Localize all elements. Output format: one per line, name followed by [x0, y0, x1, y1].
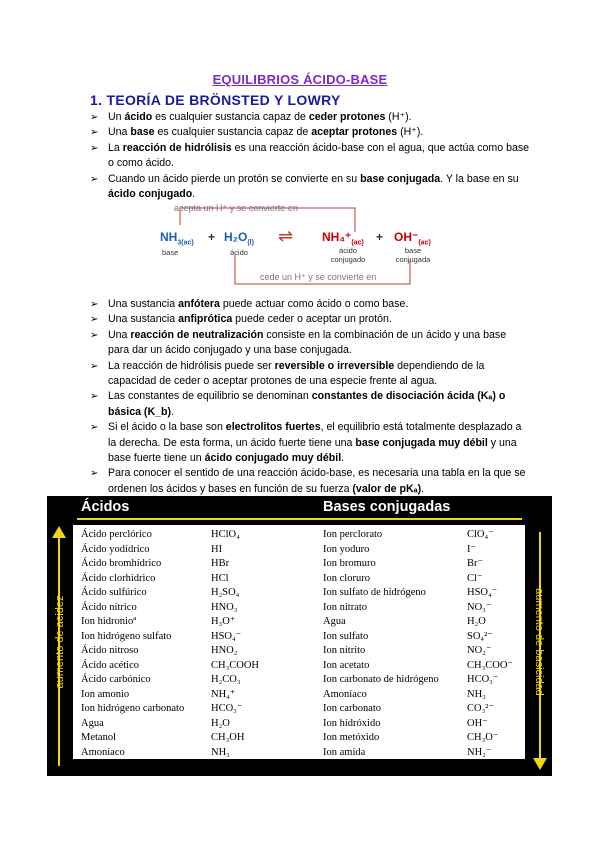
base-name: Ion metóxido — [323, 732, 380, 743]
reaction-diagram — [150, 200, 450, 295]
acid-name: Ácido clorhídrico — [81, 572, 156, 584]
acid-name: Ion amonio — [81, 688, 130, 700]
acid-formula: HNO₃ — [211, 601, 238, 613]
text-segment: puede actuar como ácido o como base. — [219, 298, 409, 310]
bullet-arrow-icon: ➢ — [90, 112, 99, 123]
bullet-arrow-icon: ➢ — [90, 468, 99, 480]
bold-term: reversible o irreversible — [274, 359, 395, 372]
bullet-arrow-icon: ➢ — [90, 127, 99, 139]
base-formula: OH⁻ — [467, 717, 488, 729]
ammonium-formula: $NH_4^+_{(ac)}$ — [322, 230, 364, 247]
bullet-arrow-icon: ➢ — [90, 173, 99, 185]
text-segment: Una — [108, 328, 131, 341]
base-formula: NH₂⁻ — [467, 746, 492, 758]
bold-term: ceder protones — [308, 111, 386, 123]
text-segment: La — [108, 141, 123, 154]
text-segment: Cuando un ácido pierde un protón se convierte en su — [108, 172, 361, 185]
base-name: Agua — [323, 616, 346, 627]
acid-name: Ácido yodídrico — [81, 543, 150, 555]
base-name: Ion carbonato de hidrógeno — [323, 674, 439, 685]
base-formula: SO₄²⁻ — [467, 630, 493, 642]
acid-formula: H₂SO₄ — [211, 587, 240, 598]
base-formula: CH₃O⁻ — [467, 732, 499, 743]
base-formula: HCO₃⁻ — [467, 674, 499, 685]
acid-formula: HCl — [211, 572, 229, 584]
text-segment: . — [341, 452, 345, 465]
list-item — [90, 466, 530, 497]
acid-name: Ion hidrógeno sulfato — [81, 630, 172, 642]
base-name: Ion cloruro — [323, 572, 370, 584]
text-segment: La reacción de hidrólisis puede ser — [108, 359, 275, 372]
bullet-arrow-icon: ➢ — [90, 391, 99, 403]
acids-column-header: Ácidos — [81, 499, 130, 515]
bold-term: base conjugada — [360, 172, 441, 185]
text-segment: (H⁺). — [385, 111, 412, 123]
basicity-axis-label: aumento de basicidad — [533, 588, 545, 696]
bold-term: base conjugada muy débil — [355, 436, 488, 449]
list-item — [90, 172, 530, 203]
base-formula: CH₃COO⁻ — [467, 659, 513, 671]
bold-term: electrolitos fuertes — [225, 421, 321, 434]
bold-term: constantes de disociación ácida (Kₐ) o básica (K_b) — [108, 390, 506, 418]
base-name: Ion sulfato de hidrógeno — [323, 587, 426, 598]
acid-name: Ácido perclórico — [81, 529, 152, 540]
acidity-axis-label: aumento de acidez — [54, 595, 66, 689]
list-item — [90, 328, 530, 359]
base-name: Ion sulfato — [323, 630, 369, 642]
text-segment: . Y la base en su — [440, 172, 519, 185]
list-item — [90, 359, 530, 390]
text-segment: consiste en la combinación de un ácido y una base para dar un ácido conjugado y una base conjugada. — [108, 328, 507, 357]
acid-formula: HClO₄ — [211, 529, 240, 540]
hydroxide-formula: $OH^-_{(ac)}$ — [394, 230, 431, 247]
text-segment: Una sustancia — [108, 313, 179, 326]
base-name: Ion amida — [323, 746, 366, 758]
base-name: Ion carbonato — [323, 703, 382, 714]
bold-term: ácido conjugado muy débil — [204, 452, 342, 465]
acid-name: Ácido carbónico — [81, 674, 151, 685]
bases-column-header: Bases conjugadas — [323, 499, 451, 515]
section-heading: 1. TEORÍA DE BRÖNSTED Y LOWRY — [90, 92, 341, 108]
list-item — [90, 110, 530, 125]
plus-sign-1: + — [208, 230, 216, 244]
acid-formula: HSO₄⁻ — [211, 630, 242, 642]
acid-name: Amoníaco — [81, 746, 125, 758]
acid-name: Ácido nitroso — [81, 645, 139, 656]
base-formula: NO₃⁻ — [467, 601, 492, 613]
basicity-arrow-down-icon — [533, 758, 547, 770]
base-name: Ion bromuro — [323, 558, 376, 569]
bullet-arrow-icon: ➢ — [90, 329, 99, 341]
acid-name: Ácido nítrico — [81, 601, 137, 613]
text-segment: es cualquier sustancia capaz de — [152, 111, 309, 123]
accepts-proton-label: acepta un H⁺ y se convierte en — [174, 203, 298, 213]
document-title: EQUILIBRIOS ÁCIDO-BASE — [212, 72, 388, 87]
base-name: Ion perclorato — [323, 529, 383, 540]
bold-term: ácido conjugado — [108, 188, 193, 201]
bullet-list-intro — [90, 110, 530, 202]
bullet-arrow-icon: ➢ — [90, 314, 99, 326]
text-segment: Un — [108, 111, 125, 123]
acid-name: Ácido bromhídrico — [81, 558, 162, 569]
base-formula: I⁻ — [467, 543, 477, 555]
bold-term: (valor de pKₐ) — [352, 482, 422, 495]
base-name: Ion nitrito — [323, 645, 366, 656]
base-formula: CO₃²⁻ — [467, 703, 494, 714]
acid-formula: NH₃ — [211, 746, 230, 758]
acidity-arrow-up-icon — [52, 526, 66, 538]
acid-name: Ion hidrógeno carbonato — [81, 703, 185, 714]
list-item — [90, 125, 530, 140]
base-name: Ion nitrato — [323, 601, 368, 613]
acid-formula: HNO₂ — [211, 645, 238, 656]
base-formula: Br⁻ — [467, 558, 484, 569]
ammonium-role: ácido conjugado — [330, 246, 366, 264]
bold-term: reacción de hidrólisis — [122, 141, 232, 154]
acid-name: Metanol — [81, 732, 116, 743]
bullet-arrow-icon: ➢ — [90, 142, 99, 154]
list-item — [90, 389, 530, 420]
text-segment: Una — [108, 126, 131, 139]
text-segment: y una base fuerte tiene un — [108, 436, 517, 465]
acid-name: Ácido acético — [81, 659, 140, 671]
text-segment: Si el ácido o la base son — [108, 421, 226, 434]
list-item — [90, 420, 530, 466]
hydroxide-role: base conjugada — [395, 246, 431, 264]
base-formula: Cl⁻ — [467, 572, 483, 584]
acid-formula: H₂CO₃ — [211, 674, 241, 685]
list-item — [90, 312, 530, 327]
ammonia-formula: $NH_{3(ac)}$ — [160, 230, 194, 247]
water-role: ácido — [230, 248, 248, 257]
table-body — [73, 525, 525, 759]
bold-term: anfiprótica — [178, 313, 233, 326]
equilibrium-arrow: ⇌ — [278, 226, 294, 246]
acid-formula: CH₃OH — [211, 732, 245, 743]
bold-term: ácido — [124, 111, 153, 123]
base-formula: H₂O — [467, 616, 486, 627]
base-formula: NO₂⁻ — [467, 645, 492, 656]
acid-formula: H₂O — [211, 717, 230, 729]
text-segment: . — [171, 405, 174, 418]
text-segment: (H⁺). — [397, 126, 424, 139]
acid-formula: H₃O⁺ — [211, 616, 236, 627]
bold-term: reacción de neutralización — [130, 328, 264, 341]
acid-formula: HBr — [211, 558, 230, 569]
text-segment: puede ceder o aceptar un protón. — [232, 313, 392, 326]
acid-name: Ácido sulfúrico — [81, 587, 147, 598]
base-name: Ion yoduro — [323, 543, 370, 555]
acid-formula: HCO₃⁻ — [211, 703, 243, 714]
acid-formula: HI — [211, 543, 223, 555]
list-item — [90, 141, 530, 172]
bullet-arrow-icon: ➢ — [90, 360, 99, 372]
base-name: Ion hidróxido — [323, 717, 381, 729]
text-segment: . — [421, 482, 425, 495]
acid-name: Agua — [81, 717, 104, 729]
plus-sign-2: + — [376, 230, 384, 244]
bold-term: aceptar protones — [311, 126, 398, 139]
text-segment: , el equilibrio está totalmente desplazado a la derecha. De esta forma, un ácido fuerte tiene una — [108, 421, 522, 449]
bullet-arrow-icon: ➢ — [90, 422, 99, 434]
bullet-list-properties — [90, 297, 530, 497]
acid-formula: NH₄⁺ — [211, 688, 236, 700]
base-formula: ClO₄⁻ — [467, 529, 494, 540]
acid-name: Ion hidronioª — [81, 616, 137, 627]
ammonia-role: base — [162, 248, 179, 257]
base-name: Ion acetato — [323, 659, 370, 671]
bullet-arrow-icon: ➢ — [90, 299, 99, 310]
water-formula: $H_2O_{(l)}$ — [224, 230, 254, 247]
acid-formula: CH₃COOH — [211, 659, 259, 671]
bold-term: base — [130, 126, 155, 139]
header-divider — [77, 518, 522, 520]
acid-base-table — [47, 496, 552, 776]
list-item — [90, 297, 530, 312]
text-segment: es una reacción ácido-base con el agua, que actúa como base o como ácido. — [108, 141, 530, 170]
bold-term: anfótera — [178, 298, 220, 310]
donates-proton-label: cede un H⁺ y se convierte en — [260, 272, 377, 282]
base-formula: HSO₄⁻ — [467, 587, 498, 598]
text-segment: . — [192, 188, 196, 201]
text-segment: dependiendo de la capacidad de ceder o aceptar protones de una especie frente al agua. — [108, 359, 485, 388]
text-segment: Las constantes de equilibrio se denominan — [108, 390, 312, 403]
text-segment: Una sustancia — [108, 298, 179, 310]
text-segment: es cualquier sustancia capaz de — [154, 126, 312, 139]
base-formula: NH₃ — [467, 688, 486, 700]
text-segment: Para conocer el sentido de una reacción ácido-base, es necesaria una tabla en la que se ordenen los ácidos y bases en función de su fuerza — [108, 467, 526, 495]
base-name: Amoníaco — [323, 688, 367, 700]
